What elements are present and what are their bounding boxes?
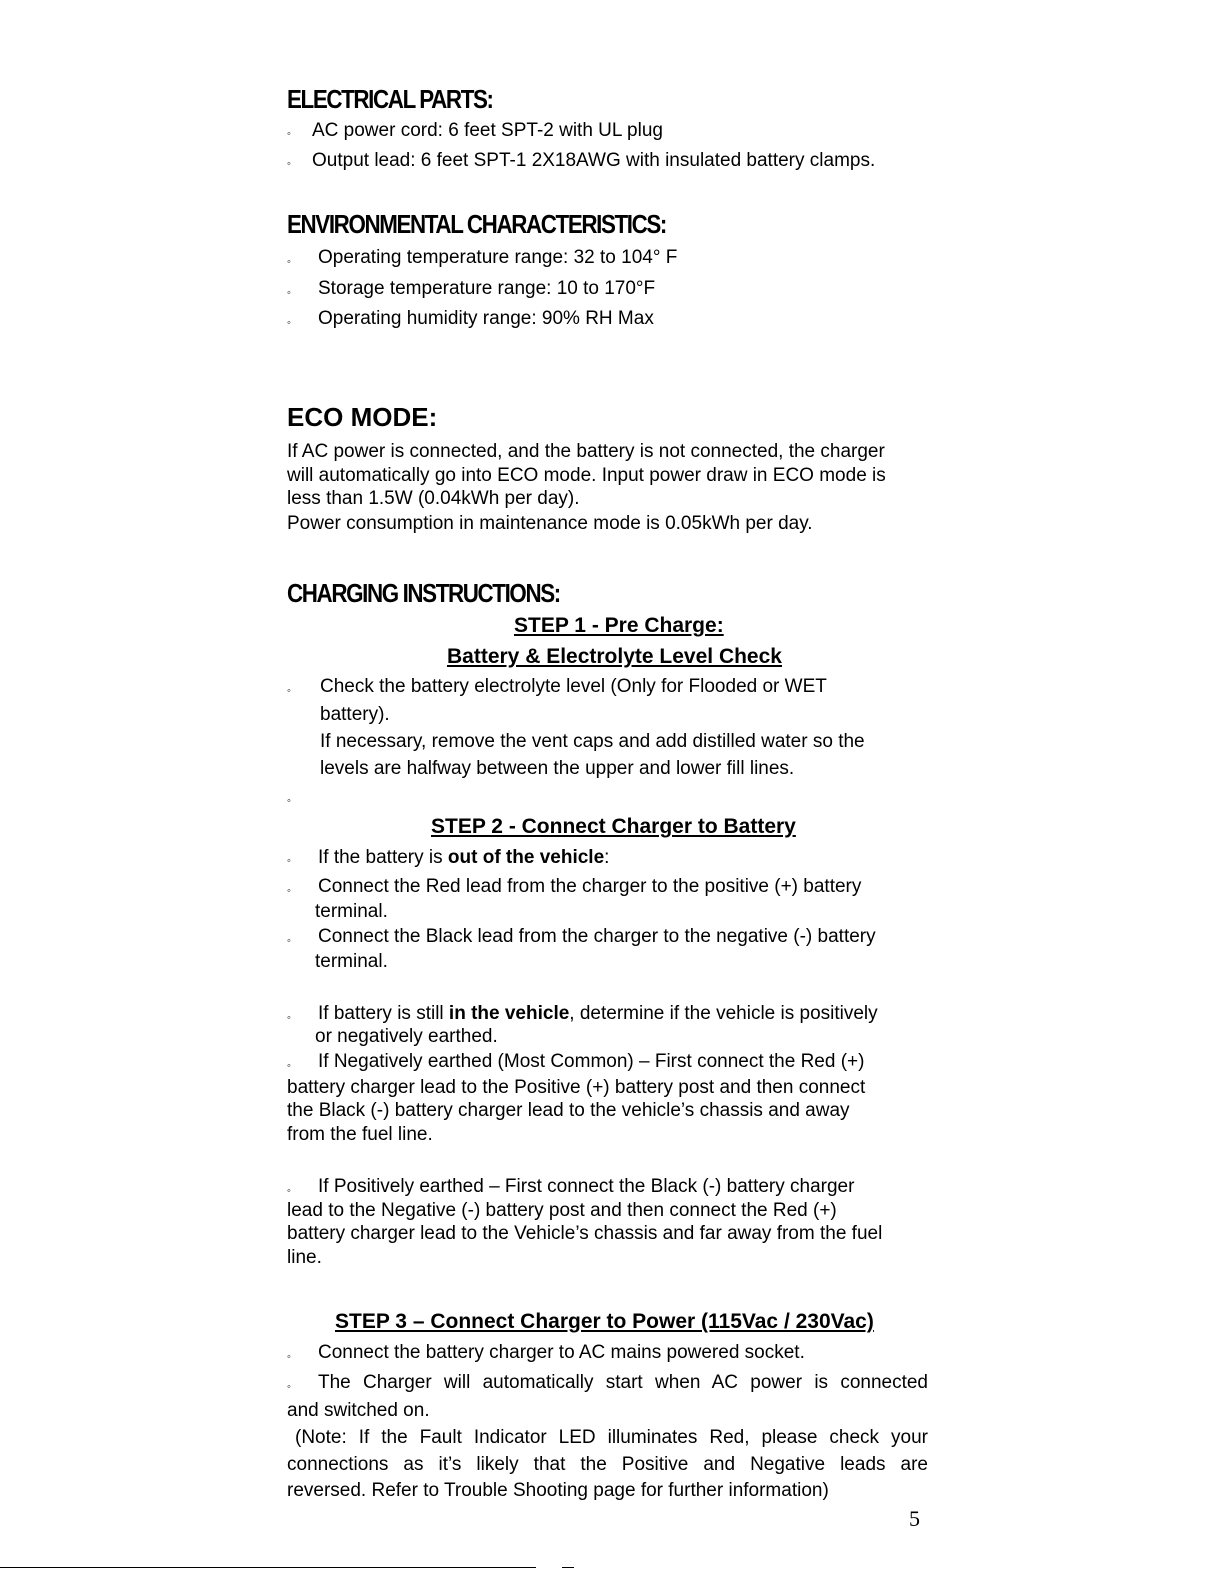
step2-positive-line: battery charger lead to the Vehicle’s chassis and far away from the fuel [287, 1223, 883, 1244]
step2-negative-line: from the fuel line. [287, 1124, 433, 1145]
step3-line: The Charger will automatically start when AC power is connected [318, 1372, 928, 1393]
footer-rule-short [562, 1567, 574, 1568]
bullet-icon: ◦ [287, 158, 291, 170]
step2-positive-line: If Positively earthed – First connect the Black (-) battery charger [318, 1176, 855, 1197]
bullet-icon: ◦ [287, 1012, 291, 1024]
step3-note-line: connections as it’s likely that the Positive and Negative leads are [287, 1454, 928, 1475]
step2-red-line: Connect the Red lead from the charger to the positive (+) battery [318, 876, 862, 897]
step2-negative-line: battery charger lead to the Positive (+) battery post and then connect [287, 1077, 866, 1098]
electrical-item: Output lead: 6 feet SPT-1 2X18AWG with insulated battery clamps. [312, 150, 876, 171]
bullet-icon: ◦ [287, 1351, 291, 1363]
bullet-icon: ◦ [287, 256, 291, 268]
environmental-item: Operating humidity range: 90% RH Max [318, 308, 654, 329]
step1-title: STEP 1 - Pre Charge: [514, 614, 724, 637]
step3-note-line: reversed. Refer to Trouble Shooting page for further information) [287, 1480, 829, 1501]
step2-out-prefix: If the battery is [318, 847, 448, 868]
step2-in-bold: in the vehicle [448, 1003, 570, 1024]
bullet-icon: ◦ [287, 795, 291, 807]
step3-note-line: (Note: If the Fault Indicator LED illuminates Red, please check your [295, 1427, 928, 1448]
bullet-icon: ◦ [287, 885, 291, 897]
bullet-icon: ◦ [287, 287, 291, 299]
step2-black-line: Connect the Black lead from the charger to the negative (-) battery [318, 926, 876, 947]
step2-in-vehicle [318, 1003, 878, 1025]
step2-red-line: terminal. [315, 901, 388, 922]
step1-line: battery). [320, 704, 390, 725]
bullet-icon: ◦ [287, 317, 291, 329]
step1-subtitle: Battery & Electrolyte Level Check [447, 645, 782, 668]
footer-rule [0, 1567, 536, 1568]
step3-title: STEP 3 – Connect Charger to Power (115Vac / 230Vac) [335, 1310, 874, 1333]
step2-out-suffix: : [604, 847, 610, 868]
step2-in-prefix: If battery is still [318, 1003, 449, 1024]
charging-instructions-heading: CHARGING INSTRUCTIONS: [287, 578, 560, 608]
eco-text-line: Power consumption in maintenance mode is 0.05kWh per day. [287, 513, 813, 534]
step2-out-of-vehicle [318, 847, 609, 869]
step1-line: If necessary, remove the vent caps and add distilled water so the [320, 731, 865, 752]
eco-text-line: If AC power is connected, and the battery is not connected, the charger [287, 441, 885, 462]
step2-positive-line: line. [287, 1247, 322, 1268]
eco-text-line: less than 1.5W (0.04kWh per day). [287, 488, 580, 509]
electrical-parts-heading: ELECTRICAL PARTS: [287, 84, 493, 114]
step2-positive-line: lead to the Negative (-) battery post and then connect the Red (+) [287, 1200, 837, 1221]
bullet-icon: ◦ [287, 1185, 291, 1197]
step2-title: STEP 2 - Connect Charger to Battery [431, 815, 796, 838]
step3-line: Connect the battery charger to AC mains powered socket. [318, 1342, 805, 1363]
bullet-icon: ◦ [287, 855, 291, 867]
step1-line: levels are halfway between the upper and lower fill lines. [320, 758, 795, 779]
environmental-item: Storage temperature range: 10 to 170°F [318, 278, 656, 299]
environmental-heading: ENVIRONMENTAL CHARACTERISTICS: [287, 209, 667, 239]
electrical-item: AC power cord: 6 feet SPT-2 with UL plug [312, 120, 663, 141]
bullet-icon: ◦ [287, 685, 291, 697]
step2-negative-line: If Negatively earthed (Most Common) – First connect the Red (+) [318, 1051, 865, 1072]
step2-in-vehicle-line2: or negatively earthed. [315, 1026, 498, 1047]
bullet-icon: ◦ [287, 128, 291, 140]
bullet-icon: ◦ [287, 1381, 291, 1393]
bullet-icon: ◦ [287, 935, 291, 947]
environmental-item: Operating temperature range: 32 to 104° F [318, 247, 678, 268]
bullet-icon: ◦ [287, 1060, 291, 1072]
step2-black-line: terminal. [315, 951, 388, 972]
step1-line: Check the battery electrolyte level (Only for Flooded or WET [320, 676, 827, 697]
step2-negative-line: the Black (-) battery charger lead to the vehicle’s chassis and away [287, 1100, 850, 1121]
step2-in-suffix: , determine if the vehicle is positively [569, 1003, 878, 1024]
page-number: 5 [909, 1506, 920, 1531]
eco-mode-heading: ECO MODE: [287, 402, 438, 432]
step3-line: and switched on. [287, 1400, 430, 1421]
eco-text-line: will automatically go into ECO mode. Input power draw in ECO mode is [287, 465, 886, 486]
step2-out-bold: out of the vehicle [447, 847, 605, 868]
